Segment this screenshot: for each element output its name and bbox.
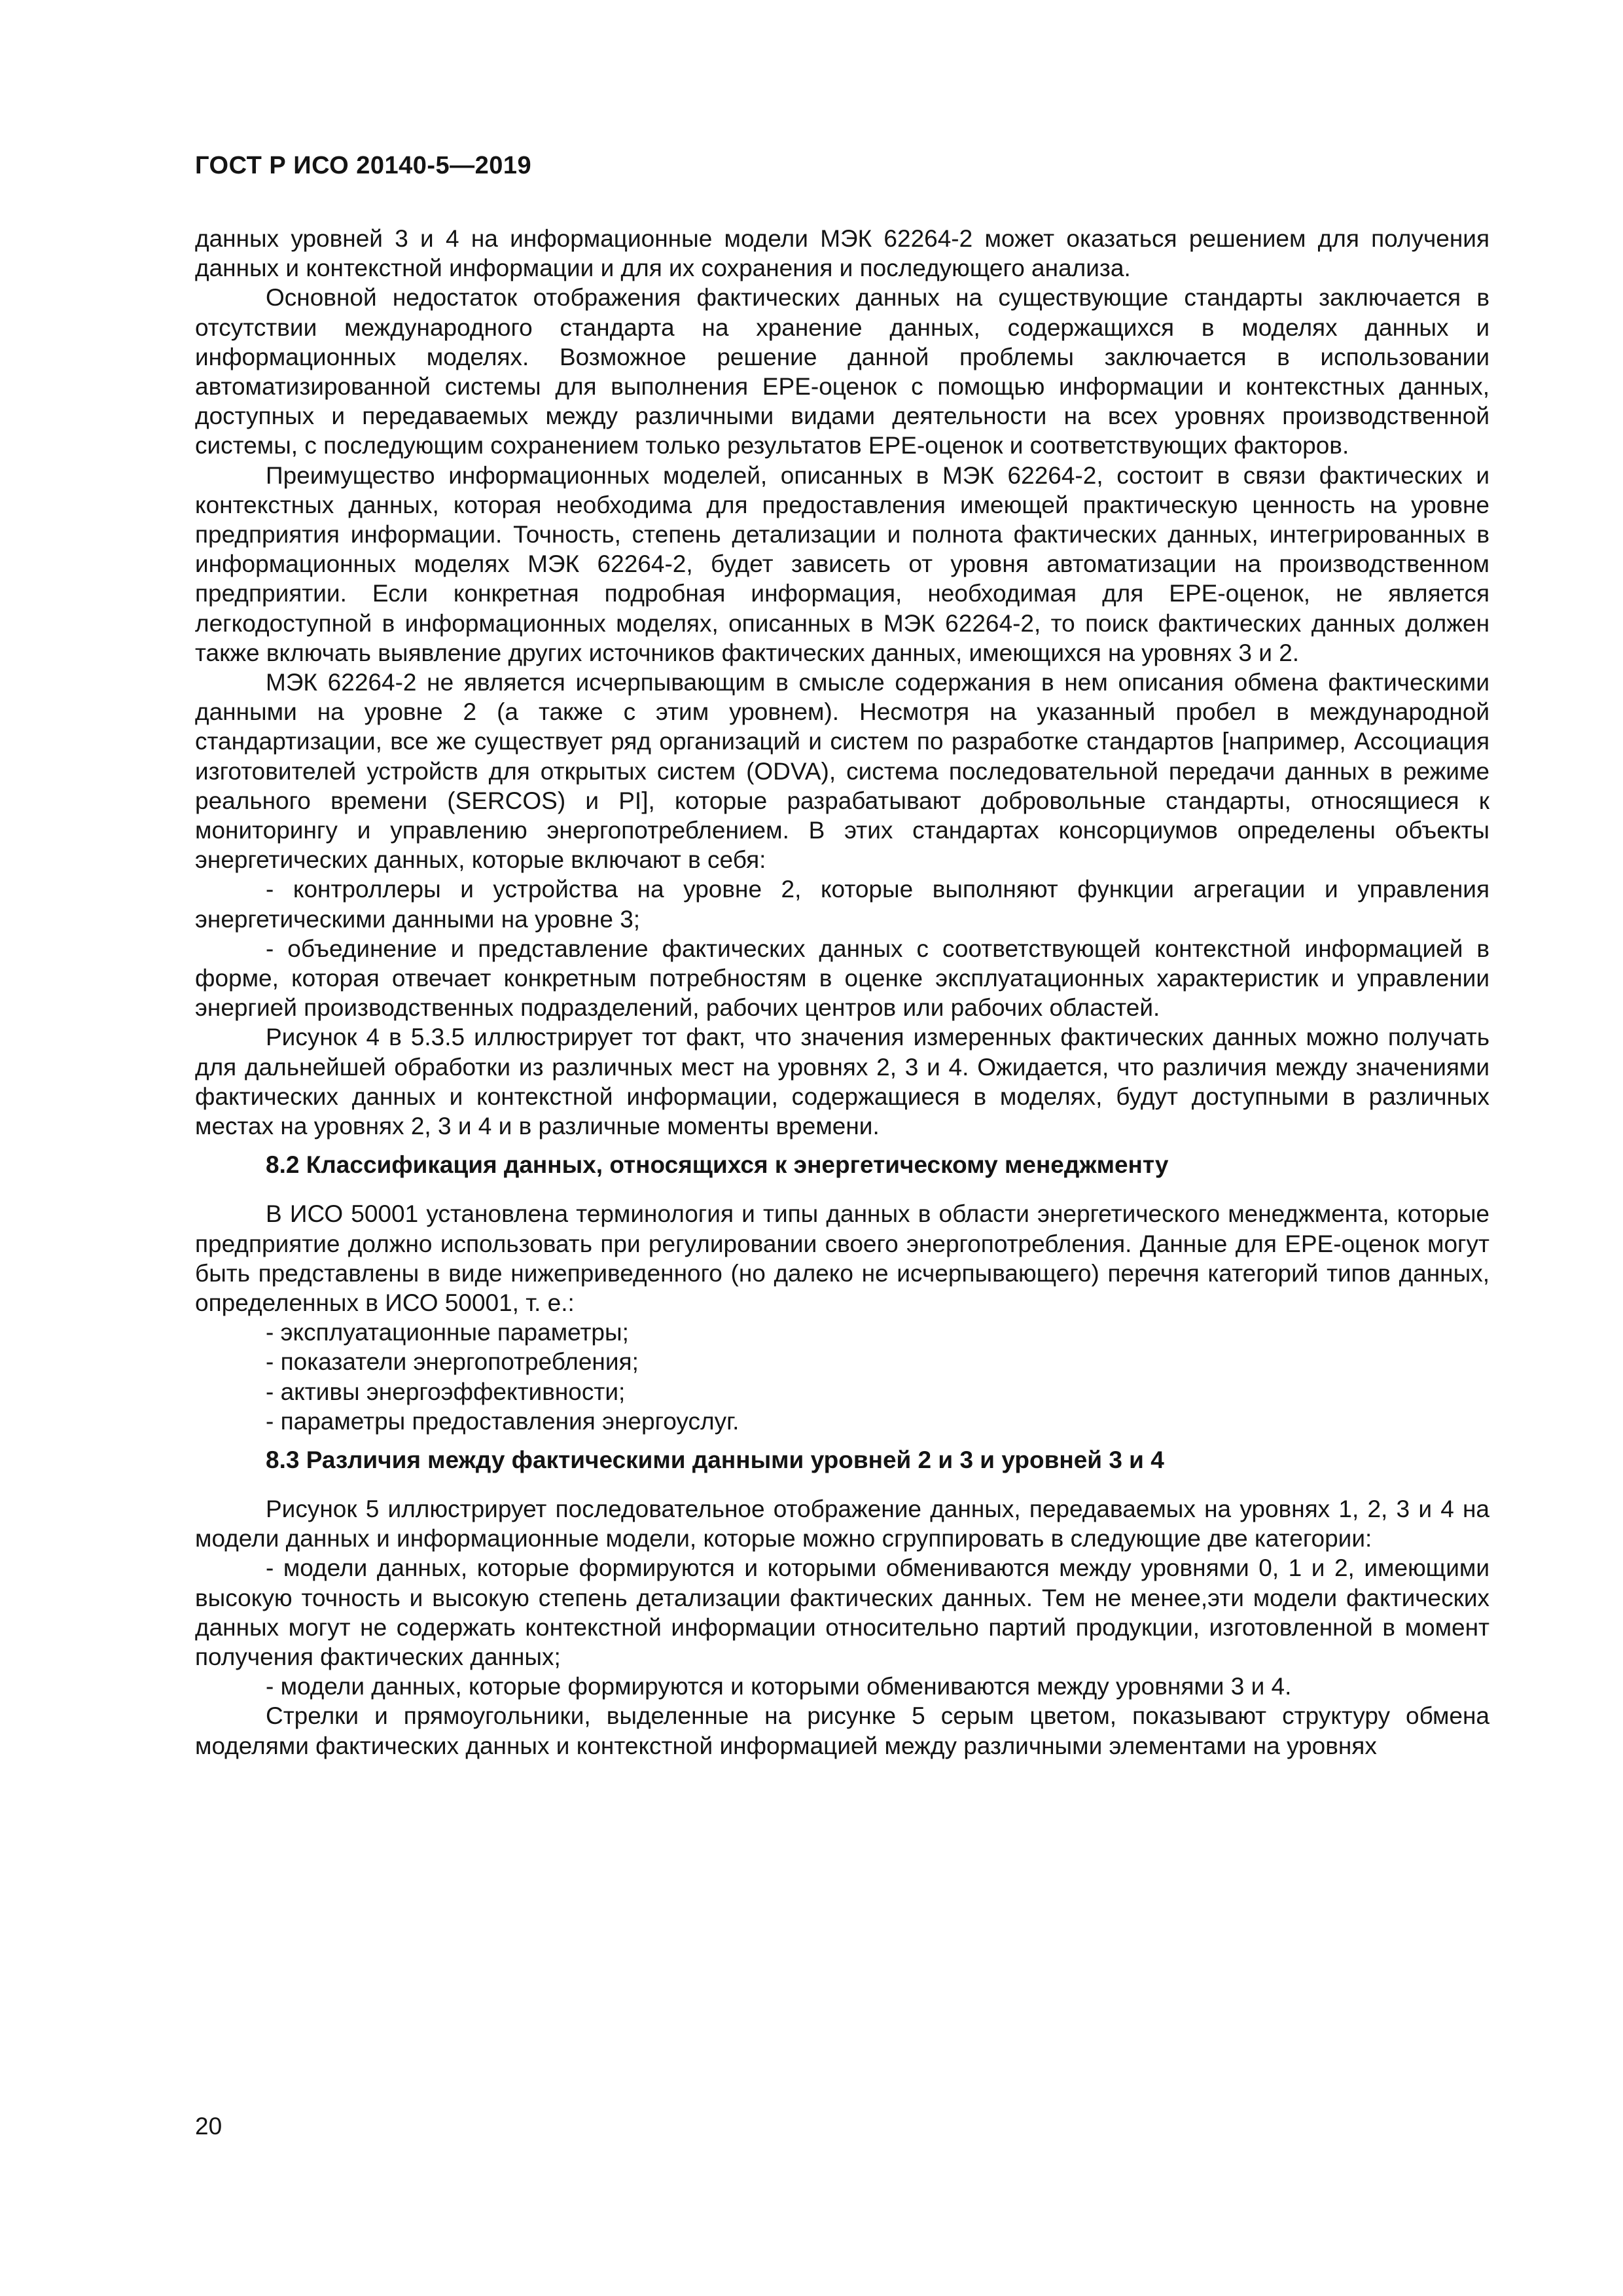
list-item: - объединение и представление фактических данных с соответствующей контекстной информацией в форме, которая отвечает конкретным потребностям в оценке эксплуатационных характеристик и управлении энергией производственных подразделений, рабочих центров или рабочих областей. xyxy=(195,935,1489,1022)
paragraph: Основной недостаток отображения фактических данных на существующие стандарты заключается в отсутствии международного стандарта на хранение данных, содержащихся в моделях данных и информационных моделях. Возможное решение данной проблемы заключается в использовании автоматизированной системы для выполнения ЕРЕ-оценок с помощью информации и контекстных данных, доступных и передаваемых между различными видами деятельности на всех уровнях производственной системы, с последующим сохранением только результатов ЕРЕ-оценок и соответствующих факторов. xyxy=(195,284,1489,459)
paragraph-continuation: данных уровней 3 и 4 на информационные модели МЭК 62264-2 может оказаться решением для получения данных и контекстной информации и для их сохранения и последующего анализа. xyxy=(195,225,1489,282)
list-item: - показатели энергопотребления; xyxy=(266,1348,639,1376)
list-item: - модели данных, которые формируются и которыми обмениваются между уровнями 0, 1 и 2, имеющими высокую точность и высокую степень детализации фактических данных. Тем не менее,эти модели фактических данных могут не содержать контекстной информации относительно партий продукции, изготовленной в момент получения фактических данных; xyxy=(195,1554,1489,1670)
page-number: 20 xyxy=(195,2113,223,2140)
list-item: - активы энергоэффективности; xyxy=(266,1378,626,1405)
paragraph: Стрелки и прямоугольники, выделенные на рисунке 5 серым цветом, показывают структуру обмена моделями фактических данных и контекстной информацией между различными элементами на уровнях xyxy=(195,1702,1489,1759)
paragraph: МЭК 62264-2 не является исчерпывающим в смысле содержания в нем описания обмена фактическими данными на уровне 2 (а также с этим уровнем). Несмотря на указанный пробел в международной стандартизации, все же существует ряд организаций и систем по разработке стандартов [например, Ассоциация изготовителей устройств для открытых систем (ODVA), система последовательной передачи данных в режиме реального времени (SERCOS) и PI], которые разрабатывают добровольные стандарты, относящиеся к мониторингу и управлению энергопотреблением. В этих стандартах консорциумов определены объекты энергетических данных, которые включают в себя: xyxy=(195,669,1489,874)
list-item: - контроллеры и устройства на уровне 2, которые выполняют функции агрегации и управления энергетическими данными на уровне 3; xyxy=(195,876,1489,933)
list-item: - параметры предоставления энергоуслуг. xyxy=(266,1407,740,1435)
section-heading-8-3: 8.3 Различия между фактическими данными уровней 2 и 3 и уровней 3 и 4 xyxy=(266,1446,1164,1473)
list-item: - модели данных, которые формируются и которыми обмениваются между уровнями 3 и 4. xyxy=(266,1673,1292,1700)
paragraph: Рисунок 5 иллюстрирует последовательное отображение данных, передаваемых на уровнях 1, 2, 3 и 4 на модели данных и информационные модели, которые можно сгруппировать в следующие две категории: xyxy=(195,1495,1489,1552)
paragraph: Рисунок 4 в 5.3.5 иллюстрирует тот факт, что значения измеренных фактических данных можно получать для дальнейшей обработки из различных мест на уровнях 2, 3 и 4. Ожидается, что различия между значениями фактических данных и контекстной информации, содержащиеся в моделях, будут доступными в различных местах на уровнях 2, 3 и 4 и в различные моменты времени. xyxy=(195,1024,1489,1140)
page-content xyxy=(195,224,1489,1761)
document-code-header: ГОСТ Р ИСО 20140-5—2019 xyxy=(195,152,532,179)
paragraph: В ИСО 50001 установлена терминология и типы данных в области энергетического менеджмента, которые предприятие должно использовать при регулировании своего энергопотребления. Данные для ЕРЕ-оценок могут быть представлены в виде нижеприведенного (но далеко не исчерпывающего) перечня категорий типов данных, определенных в ИСО 50001, т. е.: xyxy=(195,1200,1489,1316)
paragraph: Преимущество информационных моделей, описанных в МЭК 62264-2, состоит в связи фактических и контекстных данных, которая необходима для предоставления имеющей практическую ценность на уровне предприятия информации. Точность, степень детализации и полнота фактических данных, интегрированных в информационных моделях МЭК 62264-2, будет зависеть от уровня автоматизации на производственном предприятии. Если конкретная подробная информация, необходимая для ЕРЕ-оценок, не является легкодоступной в информационных моделях, описанных в МЭК 62264-2, то поиск фактических данных должен также включать выявление других источников фактических данных, имеющихся на уровнях 3 и 2. xyxy=(195,461,1489,666)
list-item: - эксплуатационные параметры; xyxy=(266,1319,629,1346)
section-heading-8-2: 8.2 Классификация данных, относящихся к энергетическому менеджменту xyxy=(266,1151,1169,1179)
